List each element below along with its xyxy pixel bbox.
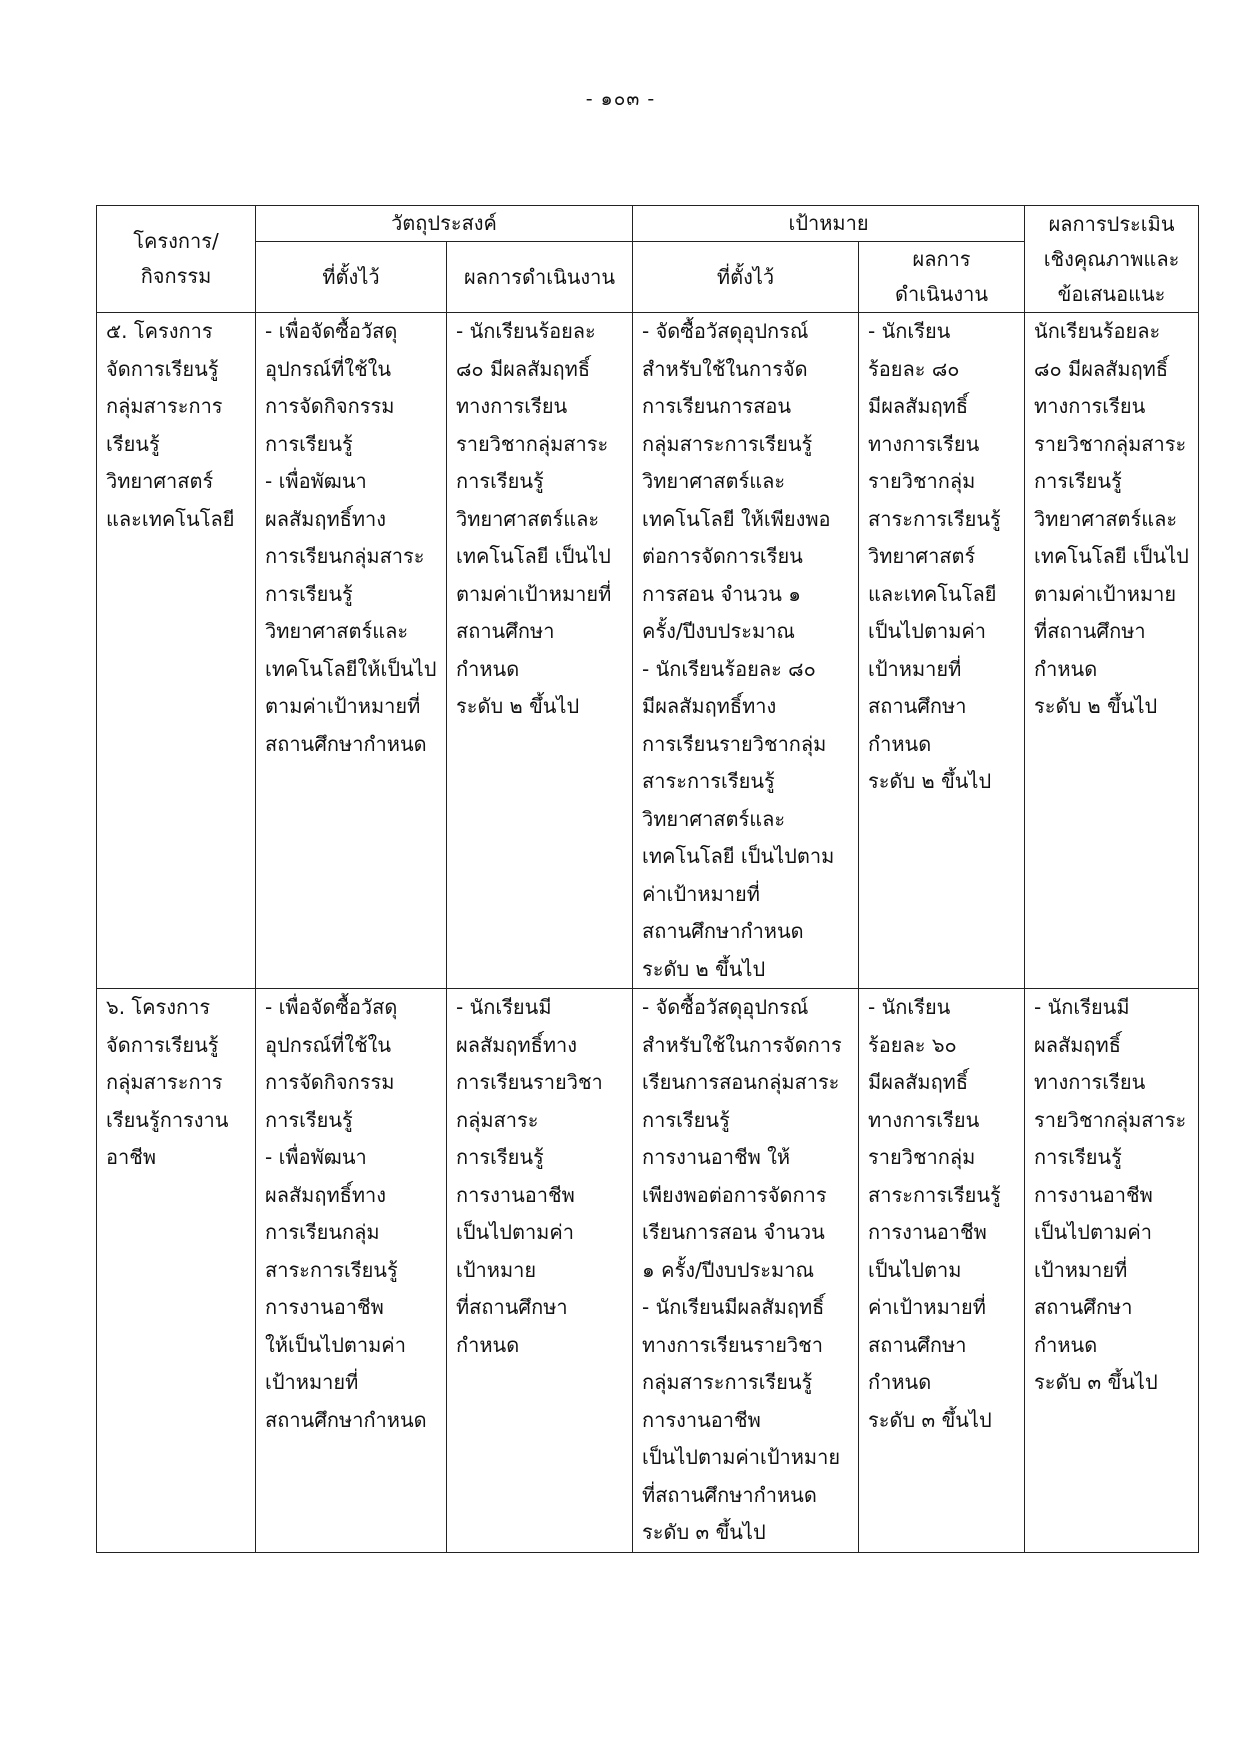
table-header bbox=[97, 206, 1199, 313]
text-line: ทางการเรียน bbox=[1034, 394, 1146, 418]
text-line: เทคโนโลยี เป็นไปตาม bbox=[642, 844, 835, 868]
project-evaluation-table bbox=[96, 205, 1199, 1553]
text-line: เป้าหมายที่ bbox=[1034, 1257, 1128, 1282]
cell-project bbox=[97, 313, 256, 989]
header-target-set: ที่ตั้งไว้ bbox=[633, 242, 859, 313]
text-line: การเรียนรู้ bbox=[265, 581, 353, 606]
text-line: ค่าเป้าหมายที่ bbox=[868, 1295, 986, 1319]
text-line: - นักเรียนมี bbox=[1034, 995, 1130, 1019]
text-line: ผลการประเมิน bbox=[1048, 211, 1175, 236]
text-line: เรียนรู้ bbox=[106, 431, 160, 456]
text-line: ผลสัมฤทธิ์ทาง bbox=[456, 1032, 578, 1057]
text-line: ๑ ครั้ง/ปีงบประมาณ bbox=[642, 1257, 814, 1282]
cell-objective-result bbox=[447, 313, 633, 989]
text-line: วิทยาศาสตร์ bbox=[868, 544, 976, 568]
header-assessment bbox=[1025, 206, 1199, 313]
text-line: กลุ่มสาระ bbox=[456, 1107, 539, 1132]
text-line: จัดการเรียนรู้ bbox=[106, 1032, 219, 1057]
text-line: มีผลสัมฤทธิ์ bbox=[868, 394, 969, 418]
header-objective-result: ผลการดำเนินงาน bbox=[447, 242, 633, 313]
cell-objective-result bbox=[447, 989, 633, 1553]
text-line: เป้าหมายที่ bbox=[265, 1370, 359, 1394]
text-line: สถานศึกษากำหนด bbox=[642, 919, 804, 943]
text-line: - จัดซื้อวัสดุอุปกรณ์ bbox=[642, 995, 809, 1019]
text-line: การเรียนรู้ bbox=[456, 469, 544, 493]
text-line: รายวิชากลุ่ม bbox=[868, 469, 976, 493]
text-line: ระดับ ๒ ขึ้นไป bbox=[456, 694, 580, 718]
text-line: สาระการเรียนรู้ bbox=[265, 1257, 398, 1282]
header-objective-set: ที่ตั้งไว้ bbox=[256, 242, 447, 313]
text-line: การเรียนรู้ bbox=[1034, 1145, 1122, 1169]
text-line: การงานอาชีพ bbox=[265, 1295, 384, 1319]
text-line: เพียงพอต่อการจัดการ bbox=[642, 1182, 827, 1207]
text-line: สาระการเรียนรู้ bbox=[868, 1182, 1001, 1207]
cell-objective-set bbox=[256, 313, 447, 989]
text-line: เทคโนโลยี ให้เพียงพอ bbox=[642, 506, 831, 531]
text-line: สถานศึกษากำหนด bbox=[265, 731, 427, 756]
text-line: ครั้ง/ปีงบประมาณ bbox=[642, 619, 795, 643]
text-line: กิจกรรม bbox=[140, 264, 212, 288]
text-line: การสอน จำนวน ๑ bbox=[642, 581, 801, 606]
text-line: วิทยาศาสตร์และ bbox=[642, 806, 786, 831]
text-line: เทคโนโลยี เป็นไป bbox=[1034, 544, 1189, 568]
text-line: การงานอาชีพ ให้ bbox=[642, 1145, 791, 1169]
text-line: และเทคโนโลยี bbox=[106, 506, 235, 531]
page-number: - ๑๐๓ - bbox=[585, 88, 656, 110]
text-line: - เพื่อจัดซื้อวัสดุ bbox=[265, 995, 398, 1019]
text-line: ดำเนินงาน bbox=[894, 282, 989, 306]
text-line: ๘๐ มีผลสัมฤทธิ์ bbox=[456, 356, 591, 381]
text-line: วิทยาศาสตร์และ bbox=[1034, 506, 1178, 531]
text-line: - นักเรียนมี bbox=[456, 995, 552, 1019]
text-line: การเรียนรู้ bbox=[456, 1145, 544, 1169]
text-line: เทคโนโลยี เป็นไป bbox=[456, 544, 611, 568]
text-line: สถานศึกษา bbox=[868, 694, 967, 718]
text-line: วิทยาศาสตร์ bbox=[106, 469, 214, 493]
text-line: - นักเรียนร้อยละ ๘๐ bbox=[642, 656, 816, 681]
text-line: ที่สถานศึกษากำหนด bbox=[642, 1482, 817, 1507]
text-line: สำหรับใช้ในการจัดการ bbox=[642, 1032, 842, 1057]
text-line: กำหนด bbox=[868, 731, 932, 756]
text-line: ระดับ ๒ ขึ้นไป bbox=[642, 956, 766, 981]
text-line: ๖. โครงการ bbox=[106, 995, 211, 1019]
text-line: การงานอาชีพ bbox=[642, 1407, 761, 1432]
cell-target-set bbox=[633, 313, 859, 989]
header-target: เป้าหมาย bbox=[633, 206, 1025, 242]
text-line: - เพื่อจัดซื้อวัสดุ bbox=[265, 319, 398, 343]
text-line: สถานศึกษา bbox=[456, 619, 555, 643]
text-line: วิทยาศาสตร์และ bbox=[265, 619, 409, 643]
text-line: กลุ่มสาระการเรียนรู้ bbox=[642, 431, 813, 456]
text-line: การเรียนรู้ bbox=[642, 1107, 730, 1132]
text-line: ตามค่าเป้าหมายที่ bbox=[456, 581, 612, 606]
text-line: ระดับ ๒ ขึ้นไป bbox=[868, 769, 992, 793]
text-line: มีผลสัมฤทธิ์ bbox=[868, 1070, 969, 1094]
text-line: รายวิชากลุ่มสาระ bbox=[456, 431, 609, 456]
text-line: การเรียนกลุ่ม bbox=[265, 1220, 380, 1244]
text-line: ให้เป็นไปตามค่า bbox=[265, 1332, 406, 1357]
text-line: ทางการเรียน bbox=[1034, 1070, 1146, 1094]
text-line: เป็นไปตามค่า bbox=[456, 1220, 574, 1244]
text-line: วิทยาศาสตร์และ bbox=[456, 506, 600, 531]
table-row bbox=[97, 313, 1199, 989]
text-line: อาชีพ bbox=[106, 1145, 156, 1169]
text-line: เป็นไปตามค่า bbox=[868, 619, 986, 643]
text-line: - นักเรียนมีผลสัมฤทธิ์ bbox=[642, 1295, 825, 1319]
text-line: ที่สถานศึกษา bbox=[456, 1295, 568, 1319]
text-line: กำหนด bbox=[868, 1370, 932, 1394]
cell-target-result bbox=[859, 989, 1025, 1553]
text-line: เป้าหมายที่ bbox=[868, 656, 962, 681]
text-line: ระดับ ๓ ขึ้นไป bbox=[868, 1407, 992, 1432]
text-line: กลุ่มสาระการเรียนรู้ bbox=[642, 1370, 813, 1394]
text-line: การเรียนกลุ่มสาระ bbox=[265, 544, 425, 568]
table-row bbox=[97, 989, 1199, 1553]
text-line: การเรียนการสอน bbox=[642, 394, 792, 418]
header-project bbox=[97, 206, 256, 313]
header-target-result bbox=[859, 242, 1025, 313]
table-body bbox=[97, 313, 1199, 1553]
text-line: ๘๐ มีผลสัมฤทธิ์ bbox=[1034, 356, 1169, 381]
text-line: อุปกรณ์ที่ใช้ใน bbox=[265, 356, 392, 381]
text-line: เรียนการสอน จำนวน bbox=[642, 1220, 825, 1244]
text-line: ข้อเสนอแนะ bbox=[1057, 281, 1166, 306]
text-line: กำหนด bbox=[456, 1332, 520, 1357]
text-line: รายวิชากลุ่มสาระ bbox=[1034, 431, 1187, 456]
text-line: เป็นไปตามค่าเป้าหมาย bbox=[642, 1445, 841, 1469]
text-line: สาระการเรียนรู้ bbox=[642, 769, 775, 793]
text-line: สถานศึกษา bbox=[1034, 1295, 1133, 1319]
text-line: - เพื่อพัฒนา bbox=[265, 1145, 367, 1169]
text-line: เป็นไปตามค่า bbox=[1034, 1220, 1152, 1244]
text-line: การเรียนรู้ bbox=[1034, 469, 1122, 493]
text-line: - เพื่อพัฒนา bbox=[265, 469, 367, 493]
text-line: ร้อยละ ๖๐ bbox=[868, 1032, 957, 1057]
text-line: เรียนรู้การงาน bbox=[106, 1107, 229, 1132]
text-line: การงานอาชีพ bbox=[1034, 1182, 1153, 1207]
text-line: โครงการ/ bbox=[133, 229, 219, 253]
text-line: ต่อการจัดการเรียน bbox=[642, 544, 803, 568]
text-line: การเรียนรายวิชากลุ่ม bbox=[642, 731, 827, 756]
text-line: วิทยาศาสตร์และ bbox=[642, 469, 786, 493]
text-line: การเรียนรู้ bbox=[265, 1107, 353, 1132]
text-line: รายวิชากลุ่ม bbox=[868, 1145, 976, 1169]
text-line: กำหนด bbox=[1034, 656, 1098, 681]
text-line: การงานอาชีพ bbox=[868, 1220, 987, 1244]
text-line: ระดับ ๒ ขึ้นไป bbox=[1034, 694, 1158, 718]
text-line: - จัดซื้อวัสดุอุปกรณ์ bbox=[642, 319, 809, 343]
text-line: และเทคโนโลยี bbox=[868, 581, 997, 606]
text-line: ทางการเรียน bbox=[868, 1107, 980, 1132]
text-line: การเรียนรายวิชา bbox=[456, 1070, 603, 1094]
text-line: รายวิชากลุ่มสาระ bbox=[1034, 1107, 1187, 1132]
text-line: ตามค่าเป้าหมายที่ bbox=[265, 694, 421, 718]
text-line: กำหนด bbox=[1034, 1332, 1098, 1357]
text-line: - นักเรียน bbox=[868, 995, 951, 1019]
text-line: อุปกรณ์ที่ใช้ใน bbox=[265, 1032, 392, 1057]
text-line: ทางการเรียน bbox=[868, 431, 980, 456]
header-objective: วัตถุประสงค์ bbox=[256, 206, 633, 242]
text-line: การงานอาชีพ bbox=[456, 1182, 575, 1207]
cell-project bbox=[97, 989, 256, 1553]
text-line: เรียนการสอนกลุ่มสาระ bbox=[642, 1070, 840, 1094]
text-line: กำหนด bbox=[456, 656, 520, 681]
text-line: สำหรับใช้ในการจัด bbox=[642, 356, 808, 381]
text-line: ทางการเรียน bbox=[456, 394, 568, 418]
text-line: ค่าเป้าหมายที่ bbox=[642, 881, 760, 906]
text-line: - นักเรียน bbox=[868, 319, 951, 343]
text-line: จัดการเรียนรู้ bbox=[106, 356, 219, 381]
cell-objective-set bbox=[256, 989, 447, 1553]
text-line: ระดับ ๓ ขึ้นไป bbox=[642, 1520, 766, 1544]
text-line: กลุ่มสาระการ bbox=[106, 394, 223, 418]
text-line: สาระการเรียนรู้ bbox=[868, 506, 1001, 531]
text-line: นักเรียนร้อยละ bbox=[1034, 319, 1161, 343]
text-line: ตามค่าเป้าหมาย bbox=[1034, 581, 1177, 606]
text-line: ร้อยละ ๘๐ bbox=[868, 356, 960, 381]
text-line: ผลการ bbox=[912, 247, 971, 271]
text-line: ทางการเรียนรายวิชา bbox=[642, 1332, 823, 1357]
text-line: กลุ่มสาระการ bbox=[106, 1070, 223, 1094]
text-line: การจัดกิจกรรม bbox=[265, 1070, 395, 1094]
cell-target-set bbox=[633, 989, 859, 1553]
text-line: เป้าหมาย bbox=[456, 1257, 537, 1282]
text-line: - นักเรียนร้อยละ bbox=[456, 319, 596, 343]
text-line: ที่สถานศึกษา bbox=[1034, 619, 1146, 643]
cell-assessment bbox=[1025, 313, 1199, 989]
text-line: การเรียนรู้ bbox=[265, 431, 353, 456]
text-line: มีผลสัมฤทธิ์ทาง bbox=[642, 694, 777, 718]
text-line: ๕. โครงการ bbox=[106, 319, 213, 343]
text-line: ระดับ ๓ ขึ้นไป bbox=[1034, 1370, 1158, 1394]
text-line: เชิงคุณภาพและ bbox=[1043, 246, 1180, 271]
text-line: เป็นไปตาม bbox=[868, 1257, 962, 1282]
text-line: การจัดกิจกรรม bbox=[265, 394, 395, 418]
header-row-1 bbox=[97, 206, 1199, 242]
text-line: สถานศึกษา bbox=[868, 1332, 967, 1357]
text-line: ผลสัมฤทธิ์ทาง bbox=[265, 506, 387, 531]
cell-target-result bbox=[859, 313, 1025, 989]
text-line: สถานศึกษากำหนด bbox=[265, 1407, 427, 1432]
cell-assessment bbox=[1025, 989, 1199, 1553]
text-line: ผลสัมฤทธิ์ทาง bbox=[265, 1182, 387, 1207]
text-line: เทคโนโลยีให้เป็นไป bbox=[265, 656, 437, 681]
text-line: ผลสัมฤทธิ์ bbox=[1034, 1032, 1121, 1057]
